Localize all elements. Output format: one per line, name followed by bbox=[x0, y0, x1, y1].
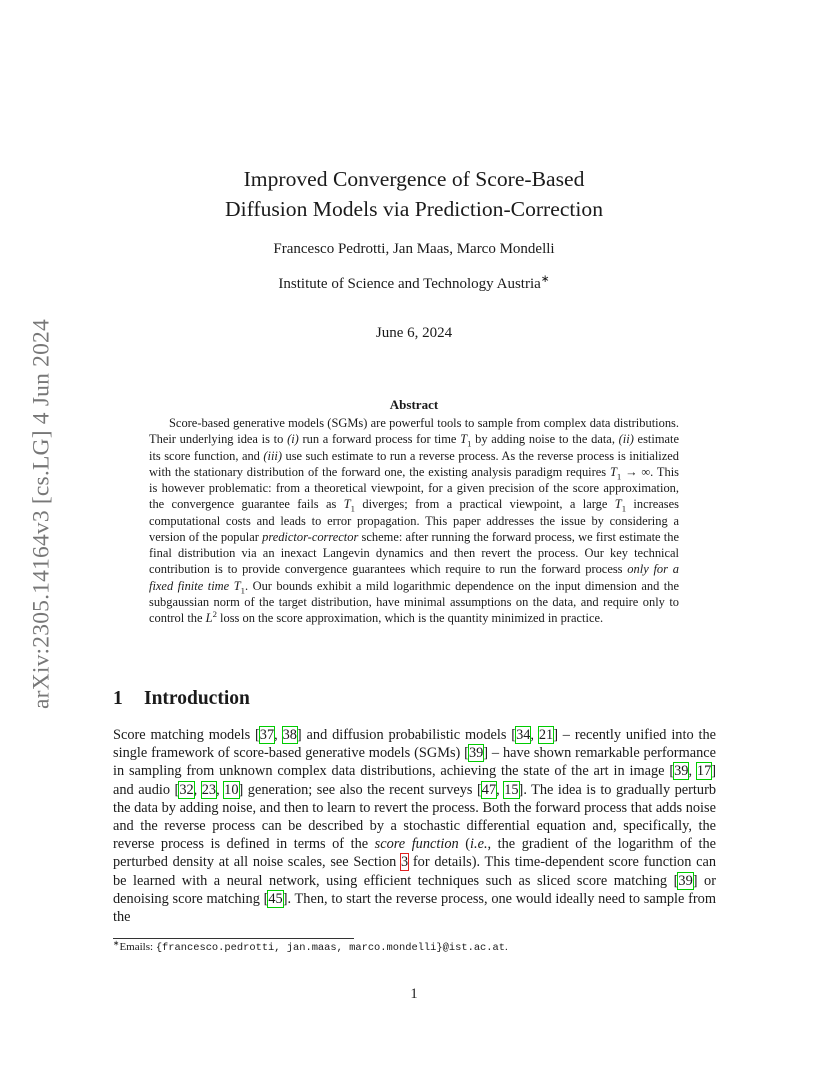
body-text: . Then, to start the reverse process, one would ideally need to sample from the bbox=[113, 890, 716, 926]
citation-link[interactable]: 21 bbox=[538, 727, 554, 743]
math-subscript: 1 bbox=[616, 471, 622, 482]
abstract-text: by adding noise to the data, bbox=[471, 432, 619, 447]
math-symbol: T bbox=[233, 578, 241, 593]
math-symbol: T bbox=[460, 432, 468, 447]
citation-link[interactable]: 47 bbox=[481, 781, 497, 798]
body-emphasis: i.e. bbox=[470, 836, 488, 853]
section-number: 1 bbox=[113, 688, 123, 709]
math-symbol: T bbox=[614, 497, 622, 512]
math-symbol: T bbox=[343, 497, 351, 512]
body-text: – have shown remarkable performance in sampling from unknown complex data distributions, achieving the state of the art in image bbox=[113, 745, 717, 780]
citation-link[interactable]: 39 bbox=[678, 872, 693, 889]
section-reference-link[interactable]: 3 bbox=[401, 854, 409, 871]
citation-link[interactable]: 37 bbox=[259, 727, 275, 743]
body-text: Score matching models bbox=[113, 727, 255, 743]
citation-link[interactable]: 17 bbox=[696, 763, 712, 780]
footnote-emails[interactable]: {francesco.pedrotti, jan.maas, marco.mondelli}@ist.ac.at bbox=[155, 942, 505, 954]
body-text: – recently unified into the single framework of score-based generative models (SGMs) bbox=[113, 727, 717, 762]
footnote-mark[interactable]: ∗ bbox=[540, 274, 550, 285]
math-subscript: 1 bbox=[240, 584, 245, 595]
body-text: ( bbox=[458, 836, 471, 853]
abstract-text: loss on the score approximation, which is the quantity minimized in practice. bbox=[216, 611, 604, 625]
abstract-emphasis: predictor-corrector bbox=[262, 529, 359, 544]
abstract-text: . Our bounds exhibit a mild logarithmic dependence on the input dimension and the subgaussian norm of the target distribution, have minimal assumptions on the data, and require only to control the bbox=[149, 578, 680, 625]
body-text: , the gradient of the logarithm of the perturbed density at all noise scales, see Section bbox=[113, 836, 716, 871]
section-heading bbox=[113, 688, 250, 710]
citation-link[interactable]: 32 bbox=[179, 781, 194, 798]
affiliation bbox=[150, 276, 678, 293]
citation-link[interactable]: 15 bbox=[504, 781, 519, 798]
abstract-body bbox=[149, 415, 679, 626]
abstract-text: Score-based generative models (SGMs) are powerful tools to sample from complex data distributions. Their underlying idea is to bbox=[149, 416, 679, 447]
abstract-text: run a forward process for time bbox=[298, 432, 461, 447]
body-text: or denoising score matching bbox=[113, 872, 716, 907]
author-list: Francesco Pedrotti, Jan Maas, Marco Mondelli bbox=[273, 241, 555, 257]
abstract-emphasis: only for a fixed finite time bbox=[149, 562, 679, 593]
abstract-emphasis: (ii) bbox=[618, 432, 634, 447]
citation-link[interactable]: 39 bbox=[468, 745, 484, 762]
citation-link[interactable]: 38 bbox=[282, 727, 297, 743]
citation-link[interactable]: 34 bbox=[516, 727, 531, 743]
arxiv-identifier: arXiv:2305.14164v3 [cs.LG] 4 Jun 2024 bbox=[28, 319, 55, 709]
citation-link[interactable]: 10 bbox=[224, 781, 239, 798]
body-text: generation; see also the recent surveys bbox=[243, 781, 477, 798]
footnote-mark: ∗ bbox=[113, 938, 120, 948]
body-text: . The idea is to gradually perturb the data by adding noise, and then to learn to revert the process. Both the forward process that adds noise and the reverse process can be described by a stochastic differential equation and, specifically, the reverse process is defined in terms of the bbox=[113, 781, 717, 853]
math-subscript: 1 bbox=[467, 438, 472, 449]
abstract-text: scheme: after running the forward process, we first estimate the final distribution via an inexact Langevin dynamics and then revert the process. Our key technical contribution is to provide convergence guarantees which require to run the forward process bbox=[149, 529, 679, 577]
footnote-divider bbox=[113, 938, 354, 939]
introduction-body: Score matching models [37, 38] and diffusion probabilistic models [34, 21] – recently unified into the single framework of score-based generative models (SGMs) [39] – have shown remarkable performance in sampling from unknown complex data distributions, achieving the state of the art in image [39, 17] and audio [32, 23, 10] generation; see also the recent surveys [47, 15]. The idea is to gradually perturb the data by adding noise, and then to learn to revert the process. Both the forward process that adds noise and the reverse process can be described by a stochastic differential equation and, specifically, the reverse process is defined in terms of the score function (i.e., the gradient of the logarithm of the perturbed density at all noise scales, see Section 3 for details). This time-dependent score function can be learned with a neural network, using efficient techniques such as sliced score matching [39] or denoising score matching [45]. Then, to start the reverse process, one would ideally need to sample from the bbox=[113, 727, 717, 926]
abstract-text: use such estimate to run a reverse process. As the reverse process is initialized with the stationary distribution of the forward one, the existing analysis paradigm requires bbox=[149, 448, 680, 479]
publication-date: June 6, 2024 bbox=[375, 325, 453, 341]
abstract-text: increases computational costs and leads to error propagation. This paper addresses the issue by considering a version of the popular bbox=[149, 497, 679, 544]
math-symbol: L bbox=[205, 611, 213, 625]
abstract-text: → ∞. This is however problematic: from a theoretical viewpoint, for a given precision of the score approximation, the convergence guarantee fails as bbox=[149, 464, 679, 512]
body-text: for details). This time-dependent score function can be learned with a neural network, using efficient techniques such as sliced score matching bbox=[113, 854, 716, 889]
math-subscript: 1 bbox=[350, 503, 355, 514]
abstract-emphasis: (iii) bbox=[263, 448, 283, 463]
body-emphasis: score function bbox=[374, 836, 459, 853]
paper-title bbox=[150, 164, 678, 224]
abstract-text: diverges; from a practical viewpoint, a large bbox=[355, 497, 615, 512]
abstract-emphasis: (i) bbox=[287, 432, 299, 447]
footnote-end: . bbox=[505, 941, 508, 953]
section-title: Introduction bbox=[144, 688, 250, 709]
math-symbol: T bbox=[609, 464, 617, 479]
title-line-2: Diffusion Models via Prediction-Correction bbox=[224, 197, 604, 221]
footnote-label: Emails: bbox=[119, 941, 156, 953]
title-line-1: Improved Convergence of Score-Based bbox=[243, 167, 585, 191]
abstract-heading: Abstract bbox=[389, 397, 439, 412]
page-number: 1 bbox=[410, 986, 418, 1002]
citation-link[interactable]: 45 bbox=[268, 890, 283, 907]
math-superscript: 2 bbox=[212, 608, 217, 619]
abstract-text: estimate its score function, and bbox=[149, 432, 679, 463]
citation-link[interactable]: 39 bbox=[674, 763, 689, 780]
math-subscript: 1 bbox=[621, 503, 627, 514]
citation-link[interactable]: 23 bbox=[201, 781, 217, 798]
footnote bbox=[113, 938, 716, 954]
body-text: and diffusion probabilistic models bbox=[301, 727, 512, 743]
affiliation-name: Institute of Science and Technology Austria bbox=[278, 276, 541, 292]
body-text: and audio bbox=[113, 781, 175, 798]
